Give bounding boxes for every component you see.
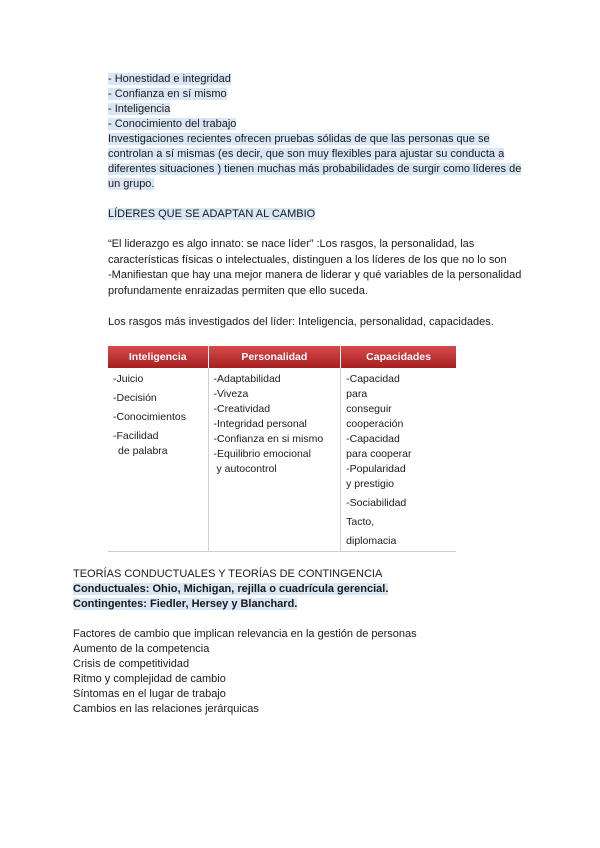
traits-intro: Los rasgos más investigados del líder: Inteligencia, personalidad, capacidades. — [108, 316, 494, 328]
list-item: Crisis de competitividad — [73, 658, 190, 670]
list-item: Síntomas en el lugar de trabajo — [73, 688, 226, 700]
cell-item: -Capacidad — [346, 433, 400, 445]
list-item-text: - Honestidad e integridad — [108, 73, 231, 85]
conductuales-text: Conductuales: Ohio, Michigan, rejilla o cuadrícula gerencial. — [73, 583, 389, 595]
list-item: Cambios en las relaciones jerárquicas — [73, 703, 259, 715]
list-item — [108, 72, 231, 87]
cell-item: -Creatividad — [213, 403, 271, 415]
cell-item: -Facilidad — [113, 430, 159, 442]
cell-item: -Sociabilidad — [346, 497, 407, 509]
cell-item: -Adaptabilidad — [213, 373, 281, 385]
cell-item: -Capacidad — [346, 373, 400, 385]
cell-item: para — [346, 388, 368, 400]
table-row — [108, 368, 456, 552]
cell-item: para cooperar — [346, 448, 412, 460]
paragraph-line: características físicas o intelectuales, distinguen a los líderes de los que no lo son — [108, 253, 507, 266]
theories-heading: TEORÍAS CONDUCTUALES Y TEORÍAS DE CONTINGENCIA — [73, 568, 383, 580]
cell-item: -Equilibrio emocional — [213, 448, 311, 460]
paragraph-line — [108, 177, 154, 192]
list-item: Ritmo y complejidad de cambio — [73, 673, 226, 685]
cell-item: y autocontrol — [216, 463, 277, 475]
list-item: Aumento de la competencia — [73, 643, 210, 655]
cell-item: -Confianza en si mismo — [213, 433, 324, 445]
cell-item: diplomacia — [346, 535, 397, 547]
paragraph-line — [108, 147, 504, 162]
paragraph-line: profundamente enraizadas permiten que ello suceda. — [108, 284, 368, 297]
list-item-text: - Confianza en sí mismo — [108, 88, 227, 100]
cell-item: cooperación — [346, 418, 404, 430]
list-item-text: - Conocimiento del trabajo — [108, 118, 237, 130]
paragraph-text: controlan a sí mismas (es decir, que son muy flexibles para ajustar su conducta a — [108, 148, 505, 160]
table-header-row — [108, 346, 456, 368]
paragraph-line: “El liderazgo es algo innato: se nace líder” :Los rasgos, la personalidad, las — [108, 238, 475, 250]
factors-heading: Factores de cambio que implican relevancia en la gestión de personas — [73, 628, 417, 640]
list-item — [108, 117, 236, 132]
section-heading — [108, 207, 315, 222]
list-item — [108, 102, 170, 117]
contingentes-text: Contingentes: Fiedler, Hersey y Blanchard. — [73, 598, 298, 610]
paragraph-line — [108, 162, 521, 177]
header-capacidades: Capacidades — [341, 346, 456, 368]
cell-item: -Popularidad — [346, 463, 406, 475]
header-inteligencia: Inteligencia — [108, 346, 208, 368]
header-personalidad: Personalidad — [208, 346, 341, 368]
cell-item: -Conocimientos — [113, 411, 186, 423]
paragraph-line: -Manifiestan que hay una mejor manera de liderar y qué variables de la personalidad — [108, 269, 522, 281]
contingentes-line — [73, 597, 297, 612]
quote-paragraph — [108, 237, 521, 299]
paragraph-text: Investigaciones recientes ofrecen pruebas sólidas de que las personas que se — [108, 133, 490, 145]
list-item — [108, 87, 227, 102]
paragraph-text: un grupo. — [108, 178, 155, 190]
cell-item: -Decisión — [113, 392, 157, 404]
cell-item: -Juicio — [113, 373, 144, 385]
cell-capacidades — [341, 368, 456, 552]
section-heading-text: LÍDERES QUE SE ADAPTAN AL CAMBIO — [108, 208, 316, 220]
cell-item: Tacto, — [346, 516, 375, 528]
cell-personalidad — [208, 368, 341, 552]
paragraph-text: diferentes situaciones ) tienen muchas más probabilidades de surgir como líderes de — [108, 163, 522, 175]
cell-item: -Viveza — [213, 388, 249, 400]
cell-item: y prestigio — [346, 478, 394, 490]
paragraph-line — [108, 132, 490, 147]
traits-table — [108, 346, 456, 552]
cell-inteligencia — [108, 368, 208, 552]
cell-item: conseguir — [346, 403, 392, 415]
cell-item: de palabra — [118, 445, 168, 457]
conductuales-line — [73, 582, 388, 597]
cell-item: -Integridad personal — [213, 418, 307, 430]
list-item-text: - Inteligencia — [108, 103, 171, 115]
